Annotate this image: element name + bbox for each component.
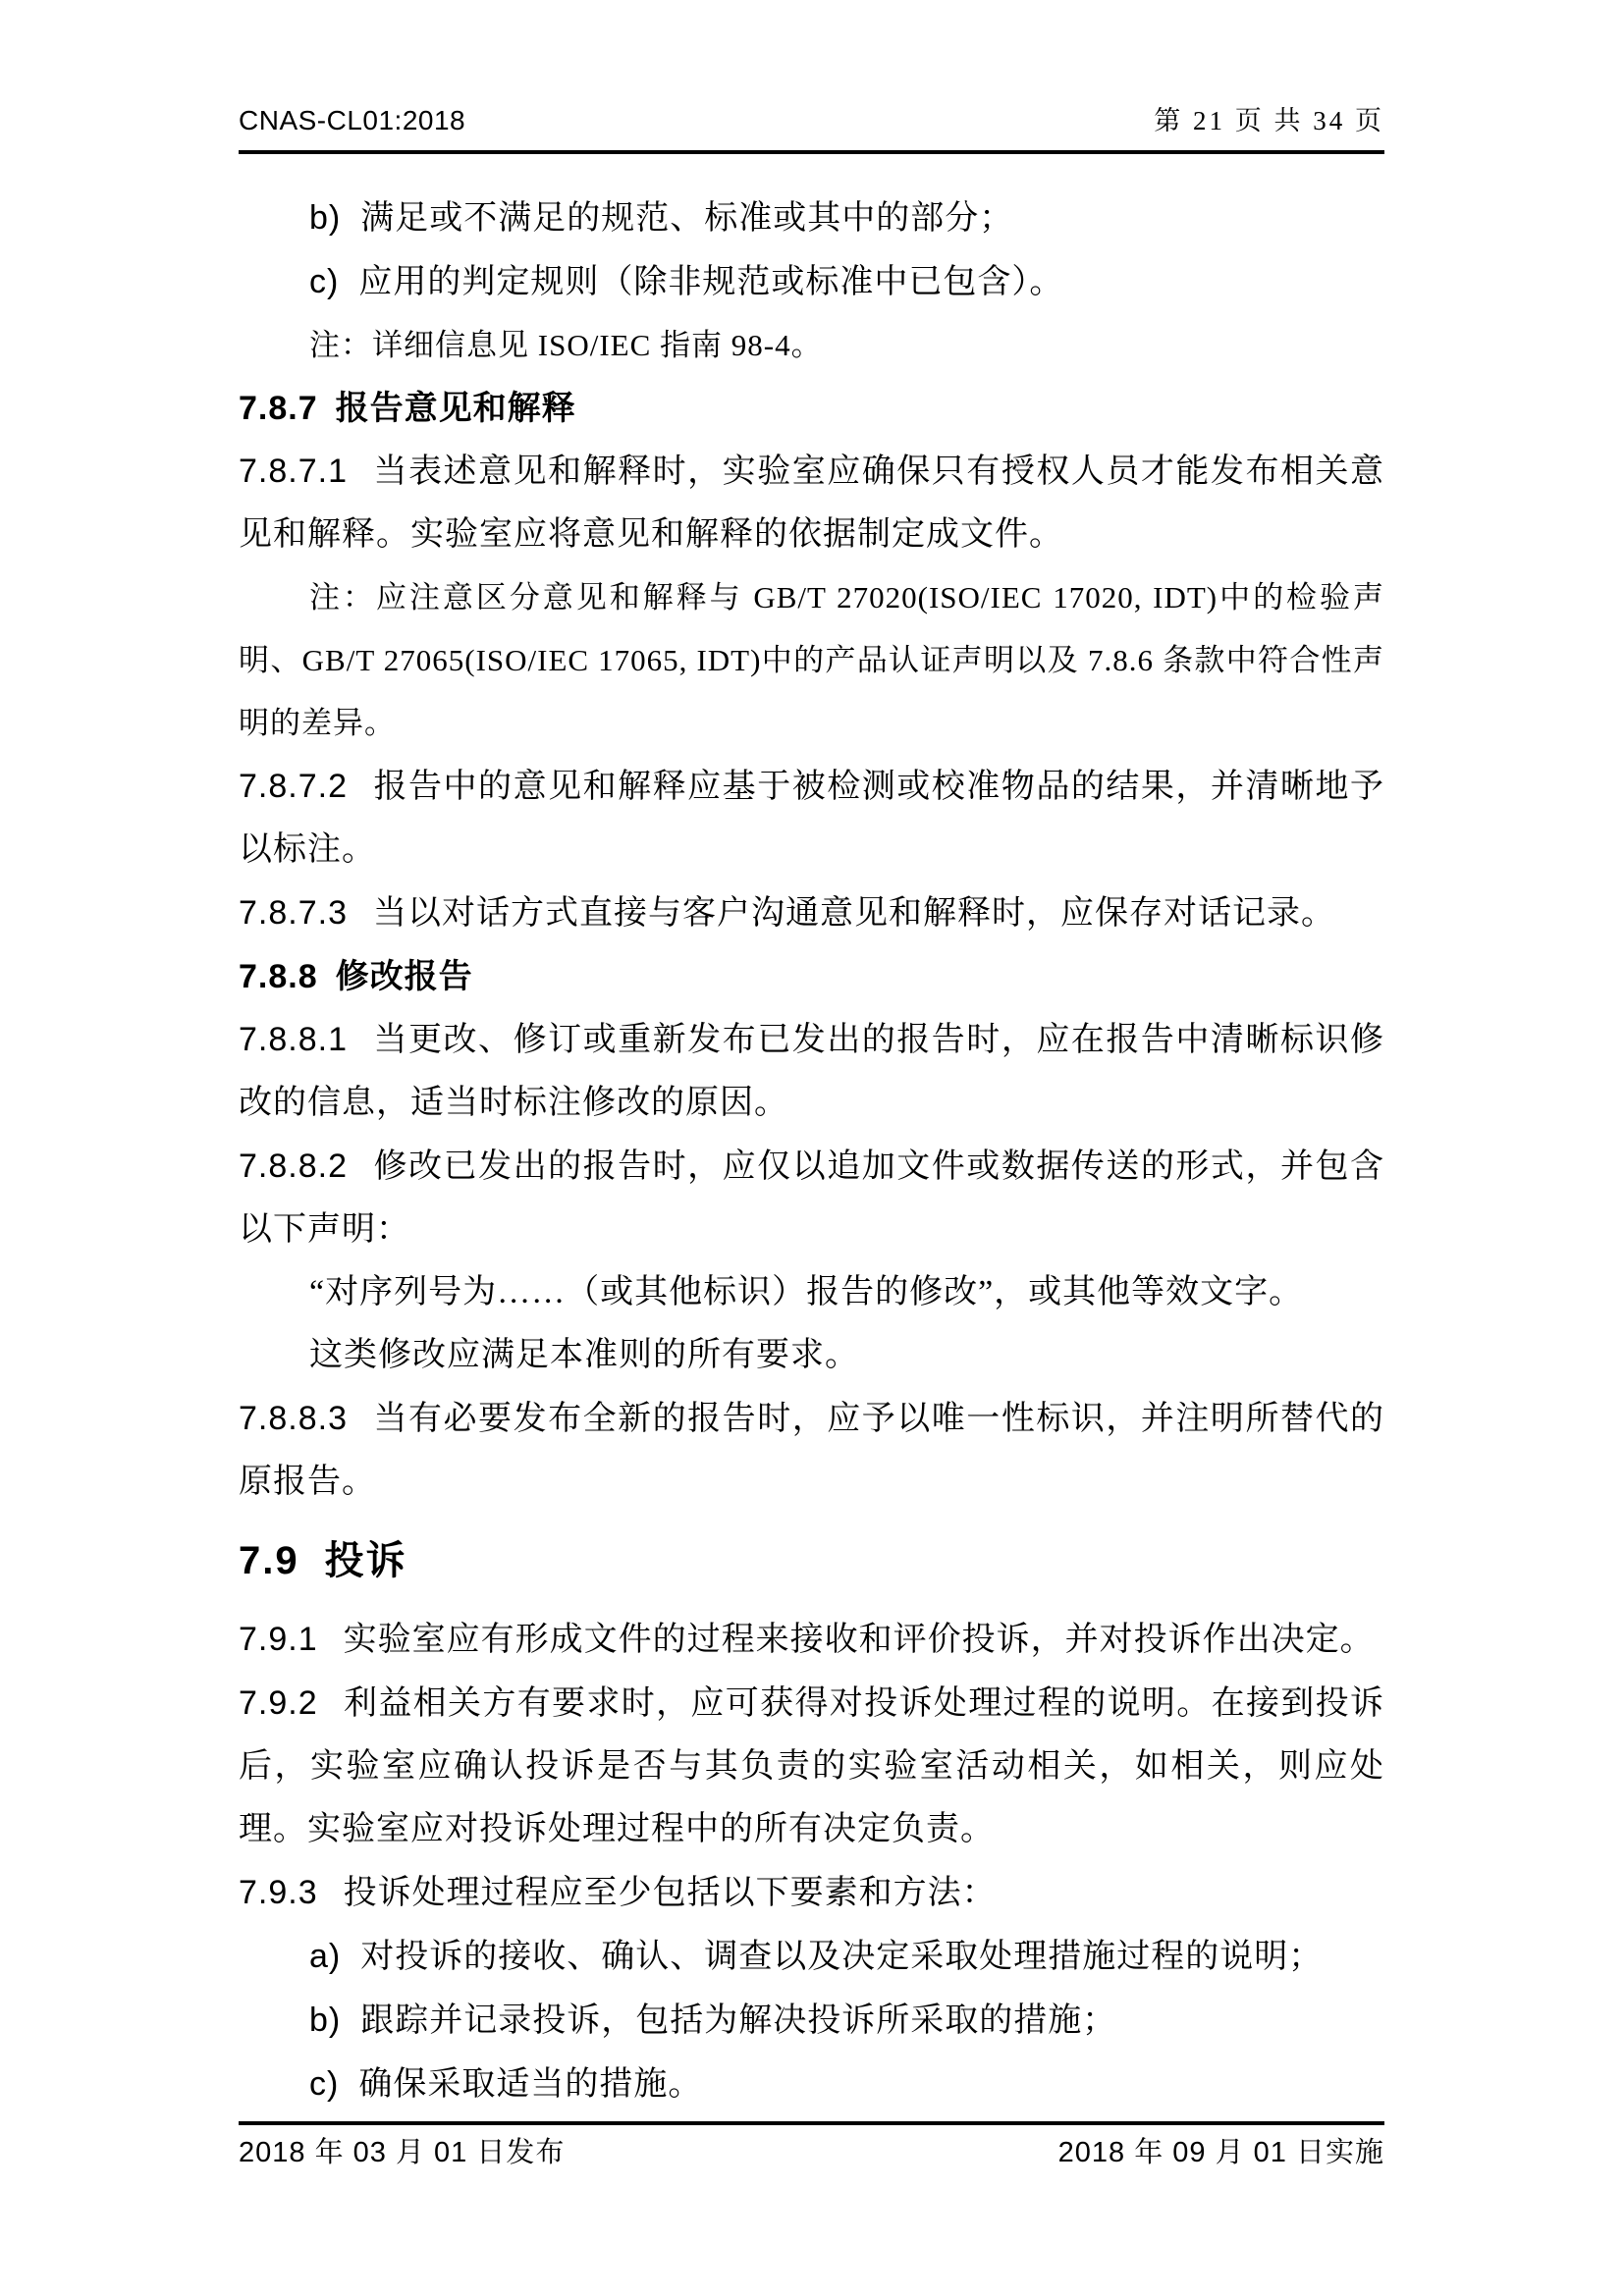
document-page (239, 0, 1384, 2116)
section-heading-7-8-8 (239, 945, 1384, 1008)
clause-7-9-1 (239, 1608, 1384, 1672)
list-text: 对投诉的接收、确认、调查以及决定采取处理措施过程的说明； (360, 1939, 1324, 1975)
clause-text: 当有必要发布全新的报告时，应予以唯一性标识，并注明所替代的原报告。 (239, 1401, 1384, 1500)
clause-number: 7.8.8.3 (239, 1400, 348, 1437)
heading-title: 修改报告 (335, 958, 473, 995)
clause-7-8-8-1 (239, 1008, 1384, 1135)
list-item (239, 2053, 1384, 2116)
list-item (239, 1989, 1384, 2053)
heading-number: 7.8.8 (239, 958, 318, 995)
document-body (239, 187, 1384, 2116)
clause-text: 当更改、修订或重新发布已发出的报告时，应在报告中清晰标识修改的信息，适当时标注修改的原因。 (239, 1022, 1384, 1121)
clause-text: 当表述意见和解释时，实验室应确保只有授权人员才能发布相关意见和解释。实验室应将意见和解释的依据制定成文件。 (239, 454, 1384, 553)
clause-text: 实验室应有形成文件的过程来接收和评价投诉，并对投诉作出决定。 (343, 1622, 1375, 1658)
clause-text: 修改已发出的报告时，应仅以追加文件或数据传送的形式，并包含以下声明： (239, 1148, 1384, 1248)
clause-text: 当以对话方式直接与客户沟通意见和解释时，应保存对话记录。 (372, 895, 1335, 932)
note-paragraph: 注：应注意区分意见和解释与 GB/T 27020(ISO/IEC 17020, IDT)中的检验声明、GB/T 27065(ISO/IEC 17065, IDT)中的产品认证声明以及 7.8.6 条款中符合性声明的差异。 (239, 580, 1384, 740)
clause-7-8-7-1 (239, 440, 1384, 566)
footer-rule (239, 2121, 1384, 2125)
list-item (239, 1925, 1384, 1989)
implement-date: 2018 年 09 月 01 日实施 (1057, 2137, 1384, 2168)
section-heading-7-8-7 (239, 377, 1384, 440)
clause-text: 投诉处理过程应至少包括以下要素和方法： (343, 1875, 997, 1911)
heading-title: 投诉 (324, 1539, 407, 1582)
list-text: 满足或不满足的规范、标准或其中的部分； (360, 200, 1014, 237)
clause-number: 7.9.2 (239, 1684, 318, 1722)
list-marker: b) (309, 2002, 342, 2039)
clause-7-8-8-3 (239, 1387, 1384, 1514)
clause-7-9-3 (239, 1861, 1384, 1925)
clause-text: 报告中的意见和解释应基于被检测或校准物品的结果，并清晰地予以标注。 (239, 769, 1384, 868)
header-rule (239, 150, 1384, 154)
clause-7-8-7-3 (239, 881, 1384, 945)
list-item (239, 187, 1384, 250)
list-marker: a) (309, 1938, 342, 1975)
list-text: 应用的判定规则（除非规范或标准中已包含）。 (358, 264, 1064, 300)
clause-number: 7.8.7.3 (239, 894, 348, 932)
clause-number: 7.8.8.2 (239, 1148, 348, 1185)
clause-7-8-7-2 (239, 755, 1384, 881)
clause-number: 7.9.3 (239, 1874, 318, 1911)
list-item (239, 250, 1384, 314)
document-number: CNAS-CL01:2018 (239, 105, 466, 135)
heading-number: 7.8.7 (239, 390, 318, 427)
clause-number: 7.8.7.1 (239, 453, 348, 490)
quote-paragraph: 这类修改应满足本准则的所有要求。 (309, 1337, 859, 1373)
page-footer (239, 2121, 1384, 2170)
list-text: 确保采取适当的措施。 (358, 2066, 703, 2103)
list-text: 跟踪并记录投诉，包括为解决投诉所采取的措施； (360, 2002, 1117, 2039)
issue-date: 2018 年 03 月 01 日发布 (239, 2137, 566, 2168)
clause-number: 7.9.1 (239, 1621, 318, 1658)
quote-paragraph: “对序列号为……（或其他标识）报告的修改”，或其他等效文字。 (309, 1274, 1304, 1310)
clause-7-9-2 (239, 1672, 1384, 1861)
section-heading-7-9 (239, 1518, 1384, 1604)
clause-7-8-8-2 (239, 1135, 1384, 1261)
page-header (239, 0, 1384, 137)
heading-title: 报告意见和解释 (335, 390, 576, 427)
list-marker: b) (309, 199, 342, 237)
clause-number: 7.8.8.1 (239, 1021, 348, 1058)
list-marker: c) (309, 2065, 340, 2103)
note-paragraph: 注：详细信息见 ISO/IEC 指南 98-4。 (309, 328, 823, 362)
clause-text: 利益相关方有要求时，应可获得对投诉处理过程的说明。在接到投诉后，实验室应确认投诉是否与其负责的实验室活动相关，如相关，则应处理。实验室应对投诉处理过程中的所有决定负责。 (239, 1685, 1384, 1847)
heading-number: 7.9 (239, 1539, 299, 1582)
list-marker: c) (309, 263, 340, 300)
clause-number: 7.8.7.2 (239, 768, 348, 805)
page-number-info: 第 21 页 共 34 页 (1154, 106, 1384, 135)
